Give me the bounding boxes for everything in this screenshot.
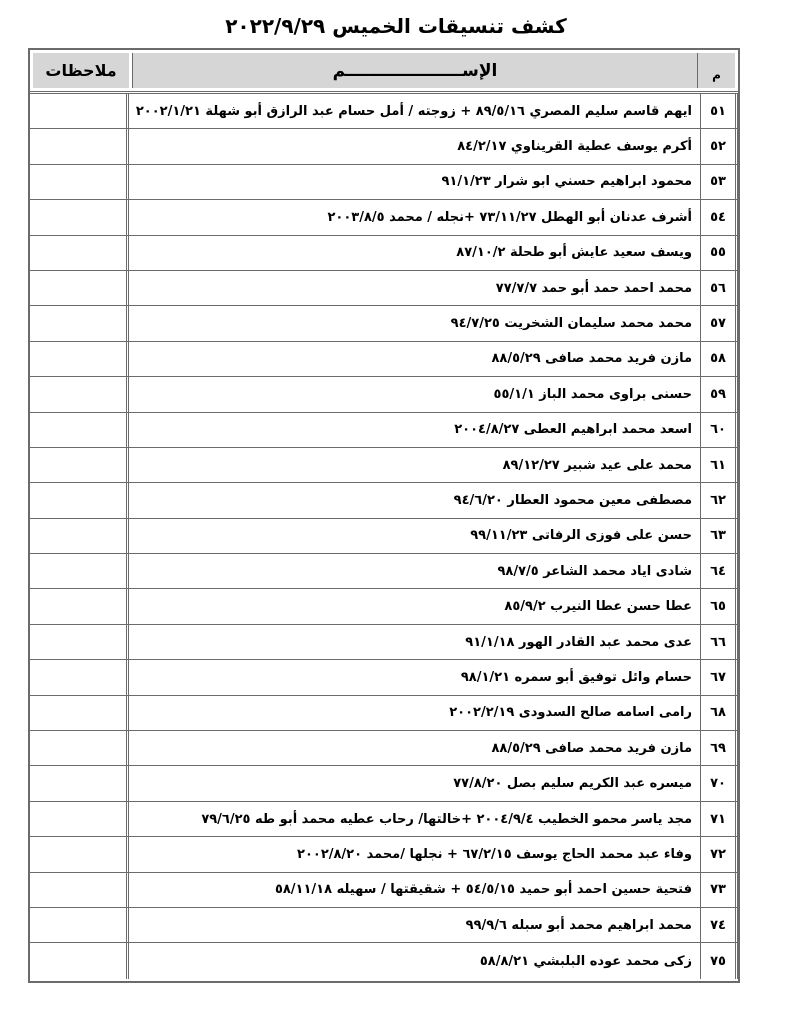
row-name: مجد ياسر محمو الخطيب ٢٠٠٤/٩/٤ +خالتها/ رحاب عطيه محمد أبو طه ٧٩/٦/٢٥: [126, 802, 700, 836]
row-name: حسن على فوزى الرفاتى ٩٩/١١/٢٣: [126, 519, 700, 553]
table-row: [30, 873, 738, 908]
row-name: محمد محمد سليمان الشخريت ٩٤/٧/٢٥: [126, 306, 700, 340]
row-name: محمد احمد حمد أبو حمد ٧٧/٧/٧: [126, 271, 700, 305]
row-notes: [30, 873, 126, 907]
table-row: [30, 236, 738, 271]
page-title: كشف تنسيقات الخميس ٢٠٢٢/٩/٢٩: [225, 14, 567, 38]
row-number: ٦٤: [700, 554, 738, 588]
row-name: ويسف سعيد عايش أبو طحلة ٨٧/١٠/٢: [126, 236, 700, 270]
table-row: [30, 94, 738, 129]
row-name: وفاء عبد محمد الحاج يوسف ٦٧/٢/١٥ + نجلها /محمد ٢٠٠٢/٨/٢٠: [126, 837, 700, 871]
table-row: [30, 413, 738, 448]
row-name: فتحية حسين احمد أبو حميد ٥٤/٥/١٥ + شقيقتها / سهيله ٥٨/١١/١٨: [126, 873, 700, 907]
row-number: ٥٣: [700, 165, 738, 199]
row-number: ٥٤: [700, 200, 738, 234]
row-notes: [30, 660, 126, 694]
table-row: [30, 731, 738, 766]
row-number: ٥١: [700, 94, 738, 128]
row-notes: [30, 837, 126, 871]
row-notes: [30, 696, 126, 730]
row-number: ٥٦: [700, 271, 738, 305]
row-notes: [30, 413, 126, 447]
row-name: أكرم يوسف عطية القريناوي ٨٤/٢/١٧: [126, 129, 700, 163]
row-name: مازن فريد محمد صافى ٨٨/٥/٢٩: [126, 731, 700, 765]
row-notes: [30, 554, 126, 588]
row-name: محمد على عيد شبير ٨٩/١٢/٢٧: [126, 448, 700, 482]
row-number: ٦٢: [700, 483, 738, 517]
row-notes: [30, 943, 126, 978]
table-row: [30, 589, 738, 624]
table-row: [30, 554, 738, 589]
row-notes: [30, 802, 126, 836]
row-number: ٧٠: [700, 766, 738, 800]
row-number: ٧٥: [700, 943, 738, 978]
table-row: [30, 448, 738, 483]
table-row: [30, 483, 738, 518]
table-row: [30, 696, 738, 731]
row-name: رامى اسامه صالح السدودى ٢٠٠٢/٢/١٩: [126, 696, 700, 730]
table-row: [30, 342, 738, 377]
row-notes: [30, 271, 126, 305]
row-number: ٦٩: [700, 731, 738, 765]
table-body: [30, 94, 738, 979]
table-header: [30, 50, 738, 94]
row-number: ٧٢: [700, 837, 738, 871]
table-row: [30, 943, 738, 978]
row-notes: [30, 200, 126, 234]
row-notes: [30, 448, 126, 482]
row-number: ٦٠: [700, 413, 738, 447]
table-row: [30, 802, 738, 837]
row-notes: [30, 731, 126, 765]
names-table: [28, 48, 740, 983]
row-notes: [30, 625, 126, 659]
table-row: [30, 165, 738, 200]
header-number: م: [697, 53, 735, 88]
row-notes: [30, 908, 126, 942]
row-notes: [30, 306, 126, 340]
row-name: عدى محمد عبد القادر الهور ٩١/١/١٨: [126, 625, 700, 659]
table-row: [30, 306, 738, 341]
row-name: زكى محمد عوده البلبشي ٥٨/٨/٢١: [126, 943, 700, 978]
row-name: ميسره عبد الكريم سليم بصل ٧٧/٨/٢٠: [126, 766, 700, 800]
row-number: ٥٩: [700, 377, 738, 411]
table-row: [30, 519, 738, 554]
row-number: ٦٦: [700, 625, 738, 659]
row-notes: [30, 94, 126, 128]
row-number: ٧٤: [700, 908, 738, 942]
table-row: [30, 908, 738, 943]
row-name: حسنى براوى محمد الباز ٥٥/١/١: [126, 377, 700, 411]
row-name: عطا حسن عطا النيرب ٨٥/٩/٢: [126, 589, 700, 623]
row-notes: [30, 165, 126, 199]
row-notes: [30, 377, 126, 411]
table-row: [30, 837, 738, 872]
table-row: [30, 200, 738, 235]
row-number: ٦٣: [700, 519, 738, 553]
row-name: حسام وائل توفيق أبو سمره ٩٨/١/٢١: [126, 660, 700, 694]
row-notes: [30, 766, 126, 800]
row-number: ٦٨: [700, 696, 738, 730]
table-row: [30, 625, 738, 660]
header-notes: ملاحظات: [33, 53, 129, 88]
row-name: اسعد محمد ابراهيم العطى ٢٠٠٤/٨/٢٧: [126, 413, 700, 447]
row-notes: [30, 342, 126, 376]
table-row: [30, 377, 738, 412]
row-name: مازن فريد محمد صافى ٨٨/٥/٢٩: [126, 342, 700, 376]
header-name: الإســــــــــــــــــــم: [132, 53, 697, 88]
row-number: ٦٧: [700, 660, 738, 694]
row-name: محمد ابراهيم محمد أبو سبله ٩٩/٩/٦: [126, 908, 700, 942]
row-name: أشرف عدنان أبو الهطل ٧٣/١١/٢٧ +نجله / محمد ٢٠٠٣/٨/٥: [126, 200, 700, 234]
row-number: ٥٢: [700, 129, 738, 163]
row-notes: [30, 483, 126, 517]
row-number: ٦١: [700, 448, 738, 482]
row-number: ٧٣: [700, 873, 738, 907]
row-notes: [30, 236, 126, 270]
table-row: [30, 129, 738, 164]
row-number: ٧١: [700, 802, 738, 836]
row-number: ٦٥: [700, 589, 738, 623]
row-number: ٥٨: [700, 342, 738, 376]
row-notes: [30, 129, 126, 163]
row-notes: [30, 519, 126, 553]
row-name: شادى اياد محمد الشاعر ٩٨/٧/٥: [126, 554, 700, 588]
row-name: محمود ابراهيم حسني ابو شرار ٩١/١/٢٣: [126, 165, 700, 199]
row-name: ايهم قاسم سليم المصري ٨٩/٥/١٦ + زوجته / أمل حسام عبد الرازق أبو شهلة ٢٠٠٢/١/٢١: [126, 94, 700, 128]
table-row: [30, 660, 738, 695]
table-row: [30, 271, 738, 306]
row-number: ٥٥: [700, 236, 738, 270]
row-name: مصطفى معين محمود العطار ٩٤/٦/٢٠: [126, 483, 700, 517]
row-number: ٥٧: [700, 306, 738, 340]
row-notes: [30, 589, 126, 623]
table-row: [30, 766, 738, 801]
